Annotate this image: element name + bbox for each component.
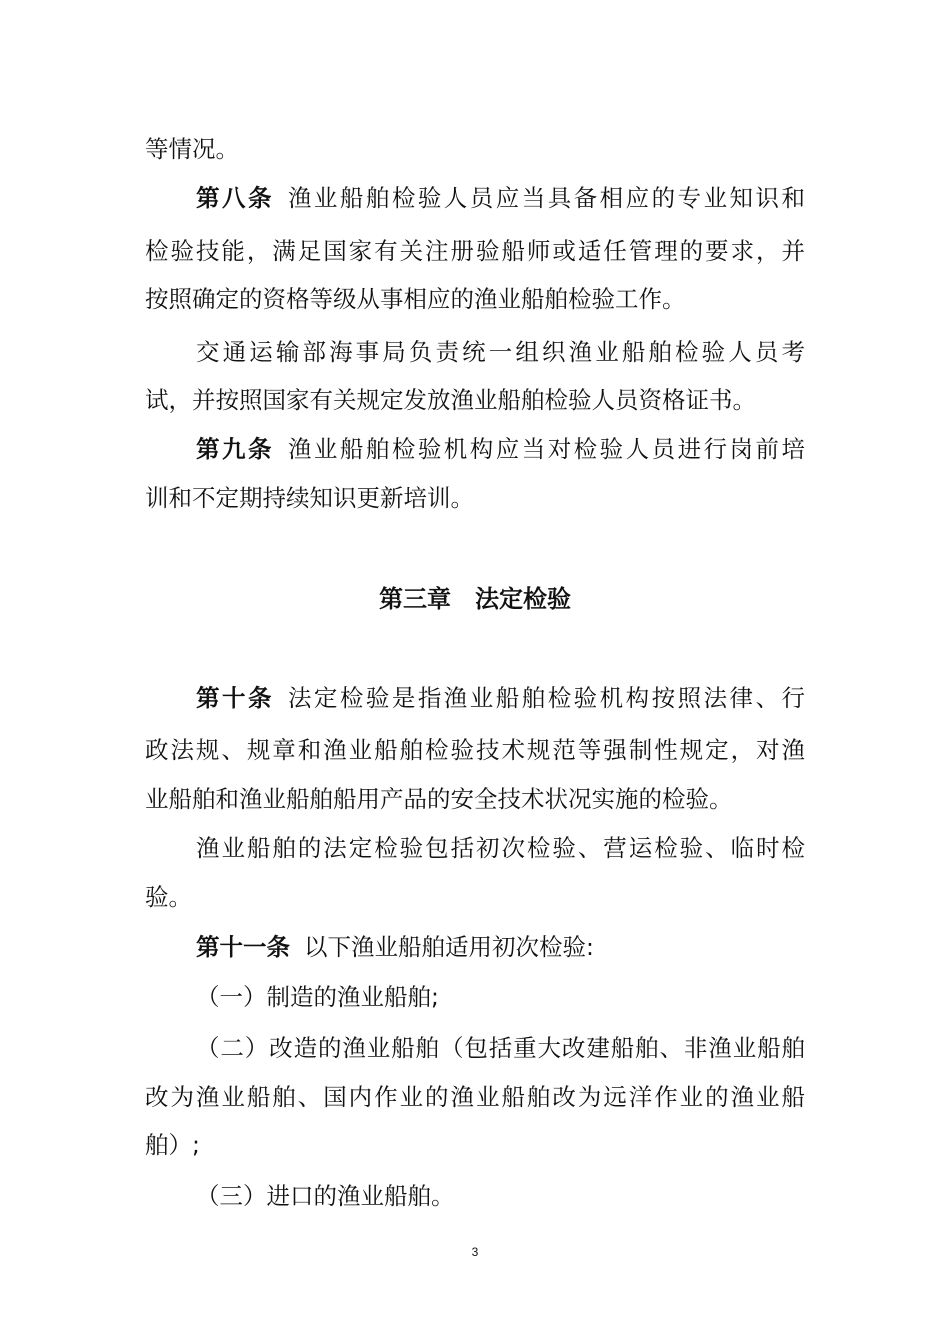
article-10-paragraph-2-line-2: 验。 [145,883,192,911]
article-8-line-3: 按照确定的资格等级从事相应的渔业船舶检验工作。 [145,285,686,313]
article-8-paragraph-2-line-2: 试，并按照国家有关规定发放渔业船舶检验人员资格证书。 [145,386,756,414]
article-10-label: 第十条 [196,684,274,712]
article-11-item-2-line-3: 舶）; [145,1131,200,1159]
article-11-line-1 [196,930,805,964]
article-8-label: 第八条 [196,184,274,212]
article-9-label: 第九条 [196,435,274,463]
article-10-text-1: 法定检验是指渔业船舶检验机构按照法律、行 [287,684,806,712]
article-11-item-1: （一）制造的渔业船舶; [196,983,439,1011]
article-11-item-2-line-1: （二）改造的渔业船舶（包括重大改建船舶、非渔业船舶 [196,1034,805,1062]
article-8-line-1 [196,181,805,215]
article-11-item-3: （三）进口的渔业船舶。 [196,1182,455,1210]
previous-article-ending: 等情况。 [145,135,239,163]
page-number: 3 [471,1245,479,1259]
article-8-line-2: 检验技能，满足国家有关注册验船师或适任管理的要求，并 [145,237,805,265]
article-10-line-3: 业船舶和渔业船舶船用产品的安全技术状况实施的检验。 [145,785,733,813]
article-11-text-1: 以下渔业船舶适用初次检验: [304,933,594,961]
article-9-text-1: 渔业船舶检验机构应当对检验人员进行岗前培 [287,435,806,463]
article-10-paragraph-2-line-1: 渔业船舶的法定检验包括初次检验、营运检验、临时检 [196,834,805,862]
chapter-number: 第三章 [379,585,451,613]
article-8-paragraph-2-line-1: 交通运输部海事局负责统一组织渔业船舶检验人员考 [196,338,805,366]
article-9-line-1 [196,432,805,466]
chapter-name: 法定检验 [475,585,571,613]
article-10-line-1 [196,681,805,715]
article-11-label: 第十一条 [196,933,290,961]
article-8-text-1: 渔业船舶检验人员应当具备相应的专业知识和 [287,184,806,212]
chapter-heading [0,582,950,616]
article-10-line-2: 政法规、规章和渔业船舶检验技术规范等强制性规定，对渔 [145,736,805,764]
article-9-line-2: 训和不定期持续知识更新培训。 [145,484,474,512]
article-11-item-2-line-2: 改为渔业船舶、国内作业的渔业船舶改为远洋作业的渔业船 [145,1083,805,1111]
